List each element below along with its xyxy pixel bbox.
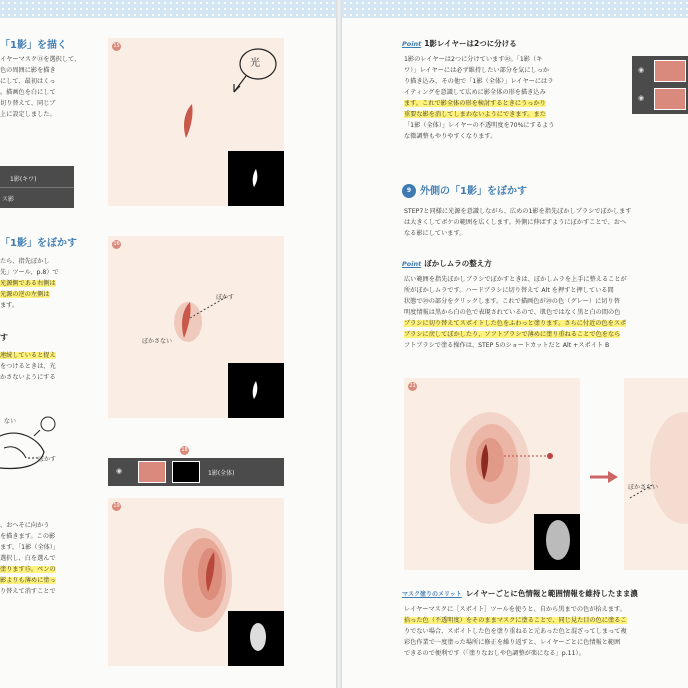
- step-number-badge: 18: [181, 447, 188, 453]
- section-blur-shadow-text: たら、指先ぼかし 先」ツール、p.8）で 光源側である右側は 光源の逆の左側は ます。: [0, 258, 59, 309]
- layer-thumbnail: [138, 461, 166, 483]
- mask-preview-shape: [228, 611, 284, 666]
- step9-heading-text: 外側の「1影」をぼかす: [420, 186, 527, 197]
- section-navel-text: 、おへそに向かう を描きます。この影 ます。「1影（全体）」 選択し、白を選んで 塗ります⑮。ペンの 影よりも薄めに塗っ り替えて消すことで: [0, 522, 60, 595]
- mask-merit-text: レイヤーマスクに［スポイト］ツールを使うと、自から黒までの色が拾えます。 拾った色（不透明度）をそのままマスクに塗ることで、同じ見た目の色に塗るこ りでない場合、スポイトした色を塗り重ねると元あった色と混ざってしまって複 彩色作業で一度塗った場所に修正を繰り返すと、レイヤーごとに色情報と範囲 できるので便利です（「塗りなおしや色調整が楽になる」p.11）。: [404, 606, 627, 657]
- layer-mask-thumbnail[interactable]: [172, 461, 200, 483]
- right-page: [342, 0, 688, 688]
- section-heading-blur-shadow: 「1影」をぼかす: [0, 238, 77, 249]
- layer-row-full-shadow[interactable]: [108, 447, 284, 486]
- light-note-sketch: [228, 44, 280, 100]
- visibility-eye-icon[interactable]: ◉: [116, 467, 123, 475]
- mask-preview: [228, 151, 284, 206]
- layer-strip-label-shadow: ス影: [2, 196, 15, 203]
- mask-merit-label: マスク塗りのメリット: [402, 591, 462, 598]
- step-number-badge: 16: [113, 241, 120, 247]
- shadow-stroke-shape: [178, 102, 198, 142]
- blur-label: ぼかす: [216, 294, 235, 301]
- point-label: Point: [402, 260, 422, 268]
- visibility-eye-icon[interactable]: ◉: [638, 66, 645, 74]
- sketch-label-top: ない: [4, 418, 17, 425]
- arrow-right-icon: [590, 470, 620, 484]
- layer-name: 1影(全体): [208, 470, 235, 477]
- no-blur-label: ぼかさない: [628, 484, 659, 491]
- mask-preview: [228, 363, 284, 418]
- top-decorative-band: [342, 0, 688, 18]
- light-note-text: 光: [250, 58, 260, 69]
- step-number-badge: 15: [113, 43, 120, 49]
- mask-preview: [534, 514, 580, 570]
- point-blur-unevenness-text: 広い範囲を指先ぼかしブラシでぼかすときは、ぼかしムラを上手に整えることが 所がぼかしムラです。ハードブラシに切り替えて Alt を押すと押している間 状態で⑳の部分をクリックします。これで描画色が⑳の色（グレー）に切り替 明度情報は黒から白の色で表現されているので、肌色ではなく黒と白の間の色 ブラシに切り替えてスポイトした色をふわっと塗ります。さらに付近の色をスポ ブラシに戻してぼかしたり、ソフトブラシで薄めに塗り重ねることで色をなら フトブラシで塗る操作は、STEP 5のショートカットだと Alt +スポイト B: [404, 276, 627, 349]
- section-heading-draw-shadow: 「1影」を描く: [0, 40, 67, 51]
- sketch-label-bottom: ぼかす: [38, 456, 57, 463]
- mask-preview-shape: [228, 363, 284, 418]
- step-number-badge: 21: [409, 383, 416, 389]
- illustration-panel-22: [624, 378, 688, 570]
- layer-strip-label-kiwa: 1影(キワ): [10, 176, 37, 183]
- section-fragment: す: [0, 333, 8, 342]
- step-number-badge: 19: [113, 503, 120, 509]
- mask-merit-heading-text: レイヤーごとに色情報と範囲情報を維持したまま濃: [465, 589, 638, 598]
- illustration-panel-19: [108, 498, 284, 666]
- mask-preview: [228, 611, 284, 666]
- illustration-panel-16: [108, 236, 284, 418]
- layer-strip-divider: [0, 187, 74, 188]
- smoothed-shadow-shape: [624, 398, 688, 528]
- point-heading-split-layers: [402, 38, 517, 49]
- layers-panel: [632, 56, 688, 114]
- layer-thumbnail: [654, 88, 686, 110]
- point-split-layers-text: 1影のレイヤーは2つに分けています⑳。「1影（キ ワ）」レイヤーには必ず維持したい部分を気にしっか り描き込み、その他で「1影（全体）」レイヤーにはラ イティングを意識して広めに影全体の形を描き込み ます。これで影全体の形を検討するときにうっかり 重要な影を消してしまわないようにできます。また 「1影（全体）」レイヤーの不透明度を70%にするよう な微調整もやりやすくなります。: [404, 56, 555, 140]
- step-badge: 9: [402, 184, 416, 198]
- point-heading-text: ぼかしムラの整え方: [424, 259, 492, 268]
- mask-merit-heading: [402, 588, 638, 599]
- section-draw-shadow-text: イヤーマスク⑬を選択して、 色の周囲に影を描き にして、最初はくっ 。描画色を白にして 切り替えて、同じブ 上に設定しました。: [0, 56, 81, 118]
- mask-preview-shape: [228, 151, 284, 206]
- no-blur-label: ぼかさない: [142, 338, 173, 345]
- point-label: Point: [402, 40, 422, 48]
- top-decorative-band: [0, 0, 336, 18]
- mask-preview-shape: [534, 514, 580, 570]
- visibility-eye-icon[interactable]: ◉: [638, 94, 645, 102]
- step9-text: STEP7と同様に光源を意識しながら、広めの1影を指先ぼかしブラシでぼかします は大きくしてボケの範囲を広くします。外側に伸ばすようにぼかすことで、おへ なる影にしています。: [404, 208, 632, 237]
- step9-heading: [402, 182, 527, 198]
- point-heading-text: 1影レイヤーは2つに分ける: [424, 39, 517, 48]
- layer-thumbnail: [654, 60, 686, 82]
- layer-strip: [0, 166, 74, 208]
- left-page: [0, 0, 336, 688]
- section-continuity-text: 連続していると捉え をつけるときは、光 かさないようにする: [0, 352, 56, 381]
- point-heading-blur-unevenness: [402, 258, 492, 269]
- blurred-shadow-with-unevenness: [444, 398, 554, 528]
- illustration-panel-21: [404, 378, 580, 570]
- illustration-panel-15: [108, 38, 284, 206]
